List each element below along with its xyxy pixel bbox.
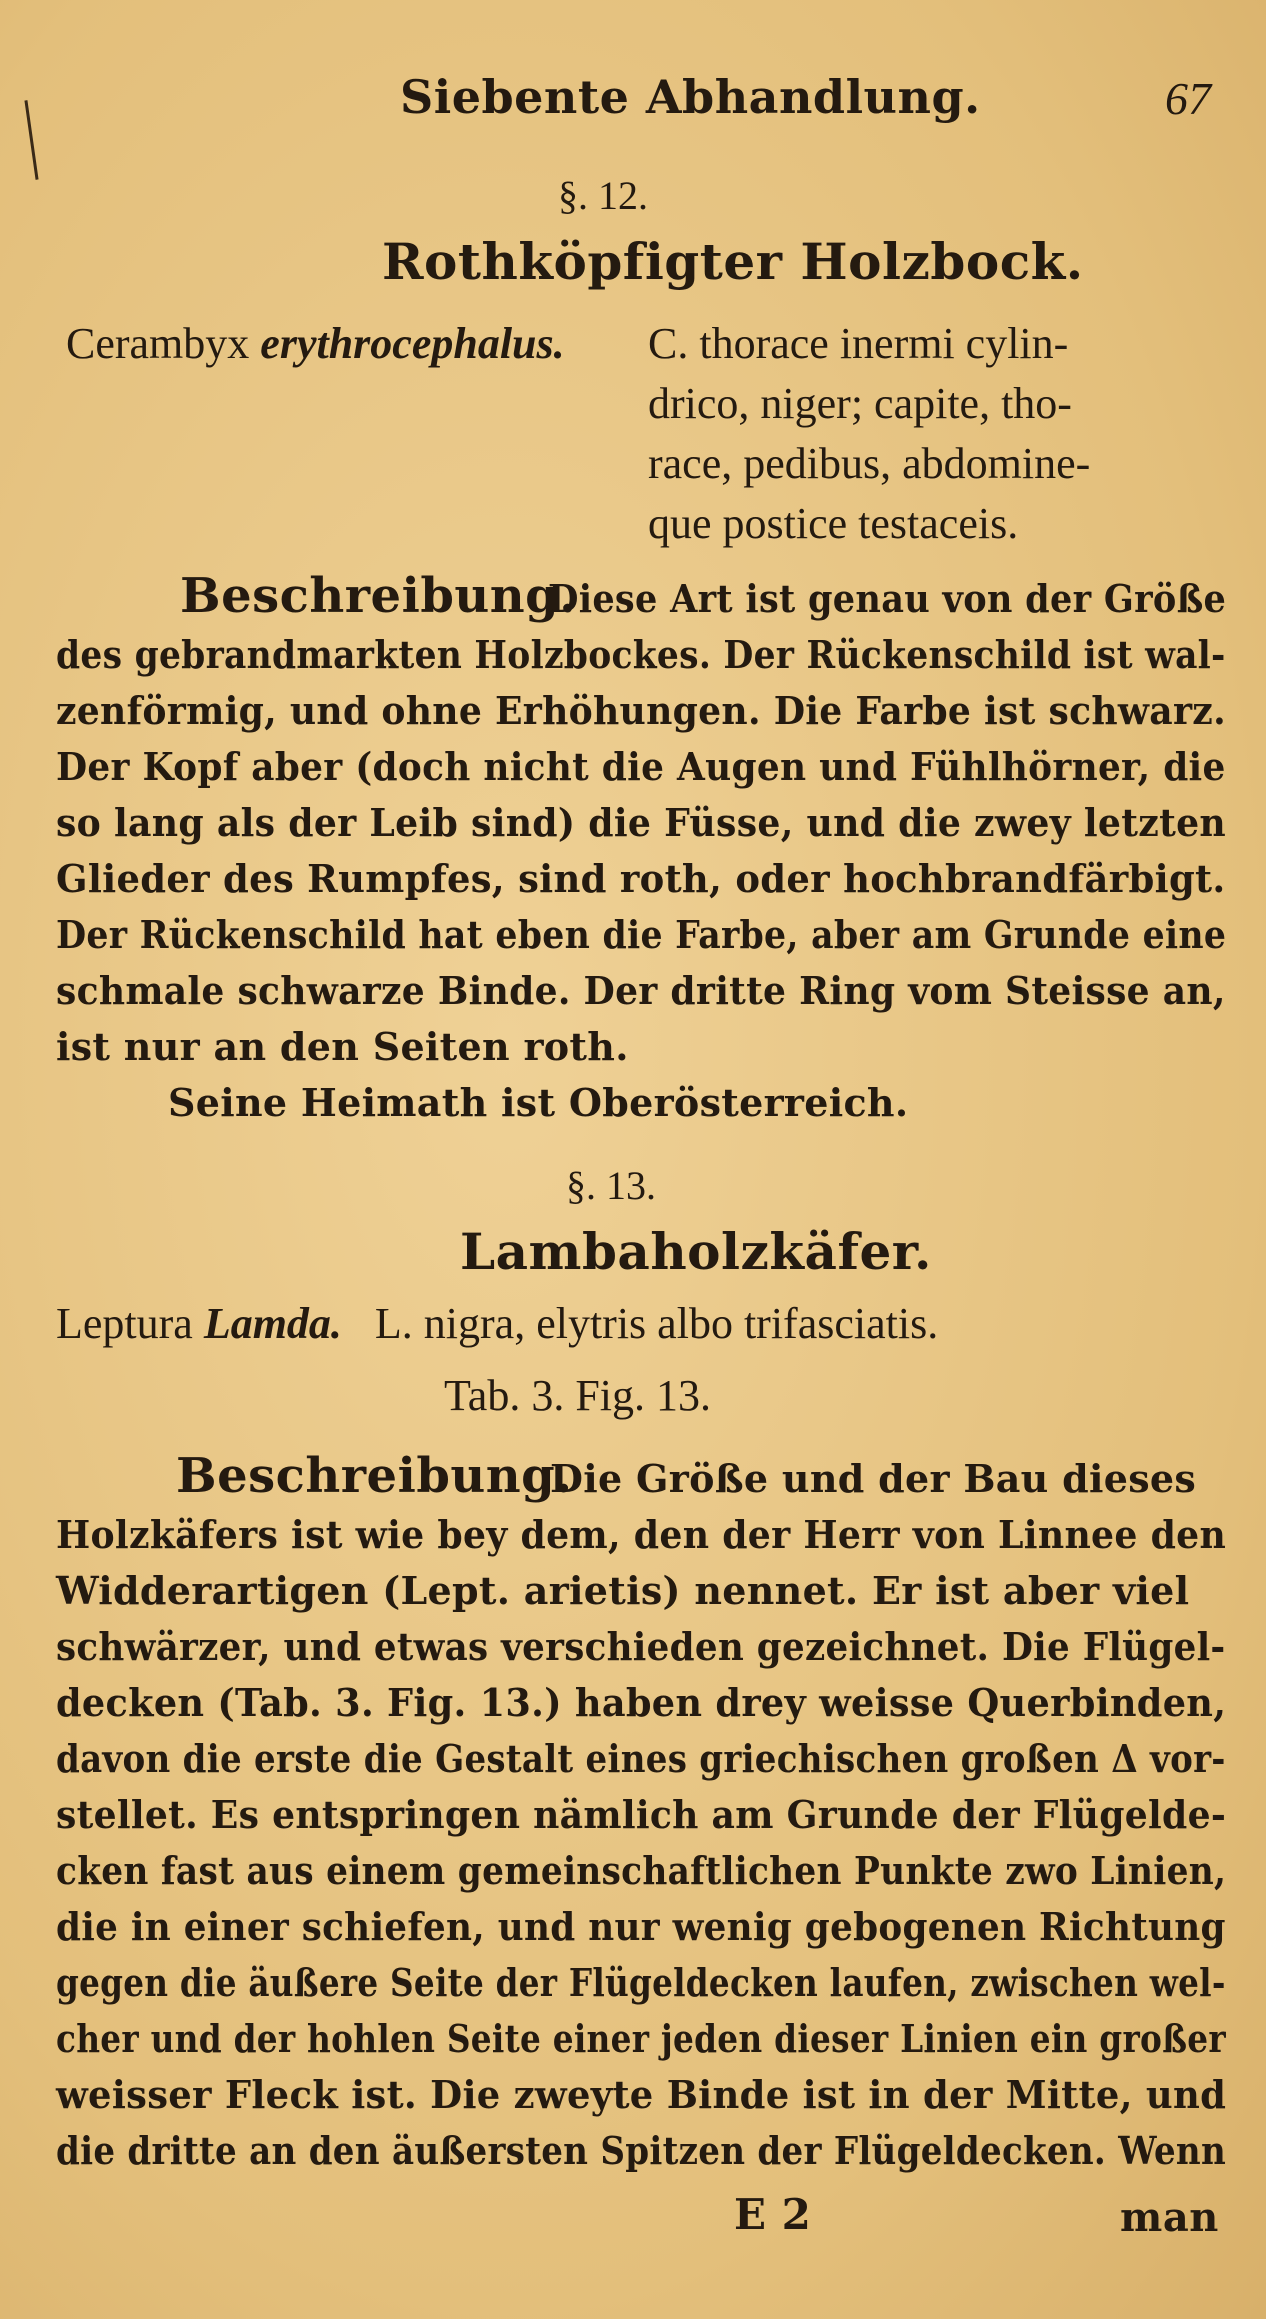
section-12-title: Rothköpfigter Holzbock. bbox=[382, 232, 1084, 291]
species-name: Lamda. bbox=[203, 1299, 342, 1348]
description-line: zenförmig, und ohne Erhöhungen. Die Farbe ist schwarz. bbox=[56, 688, 1226, 733]
description-line: des gebrandmarkten Holzbockes. Der Rückenschild ist wal- bbox=[56, 632, 1226, 677]
description-line: so lang als der Leib sind) die Füsse, und die zwey letzten bbox=[56, 800, 1227, 845]
description-line: Diese Art ist genau von der Größe bbox=[548, 576, 1227, 621]
section-13-title: Lambaholzkäfer. bbox=[460, 1222, 932, 1281]
description-line: Der Rückenschild hat eben die Farbe, aber am Grunde eine bbox=[56, 912, 1227, 957]
margin-mark bbox=[24, 100, 38, 180]
description-line: decken (Tab. 3. Fig. 13.) haben drey weisse Querbinden, bbox=[56, 1680, 1227, 1725]
diagnosis-line: C. thorace inermi cylin- bbox=[648, 319, 1069, 368]
description-line: cher und der hohlen Seite einer jeden dieser Linien ein großer bbox=[56, 2016, 1226, 2061]
species-name: erythrocephalus. bbox=[260, 319, 565, 368]
section-13-latin-line bbox=[56, 1298, 938, 1349]
genus-name: Leptura bbox=[56, 1299, 193, 1348]
description-line: davon die erste die Gestalt eines griechischen großen Δ vor- bbox=[56, 1736, 1226, 1781]
signature-mark: E 2 bbox=[734, 2190, 812, 2239]
home-line: Seine Heimath ist Oberösterreich. bbox=[168, 1080, 909, 1125]
section-13-description-lead: Beschreibung. bbox=[176, 1448, 573, 1504]
description-line: gegen die äußere Seite der Flügeldecken laufen, zwischen wel- bbox=[56, 1960, 1226, 2005]
genus-name: Cerambyx bbox=[66, 319, 250, 368]
description-line: Holzkäfers ist wie bey dem, den der Herr von Linnee den bbox=[56, 1512, 1227, 1557]
diagnosis-text: L. nigra, elytris albo trifasciatis. bbox=[374, 1299, 939, 1348]
page-number: 67 bbox=[1165, 73, 1211, 124]
section-12-number: §. 12. bbox=[558, 173, 648, 218]
section-12-latin-name bbox=[66, 318, 565, 369]
description-line: cken fast aus einem gemeinschaftlichen Punkte zwo Linien, bbox=[56, 1848, 1227, 1893]
description-line: Glieder des Rumpfes, sind roth, oder hochbrandfärbigt. bbox=[56, 856, 1226, 901]
description-line: weisser Fleck ist. Die zweyte Binde ist in der Mitte, und bbox=[56, 2072, 1227, 2117]
description-line: schwärzer, und etwas verschieden gezeichnet. Die Flügel- bbox=[56, 1624, 1226, 1669]
description-line: die dritte an den äußersten Spitzen der Flügeldecken. Wenn bbox=[56, 2128, 1227, 2173]
diagnosis-line: que postice testaceis. bbox=[648, 499, 1019, 548]
diagnosis-line: race, pedibus, abdomine- bbox=[648, 439, 1091, 488]
description-line: ist nur an den Seiten roth. bbox=[56, 1024, 629, 1069]
section-12-description-lead: Beschreibung. bbox=[180, 568, 577, 624]
catchword: man bbox=[1120, 2194, 1219, 2241]
description-line: Die Größe und der Bau dieses bbox=[550, 1456, 1197, 1501]
running-title: Siebente Abhandlung. bbox=[400, 70, 981, 124]
diagnosis-line: drico, niger; capite, tho- bbox=[648, 379, 1072, 428]
description-line: die in einer schiefen, und nur wenig gebogenen Richtung bbox=[56, 1904, 1226, 1949]
description-line: stellet. Es entspringen nämlich am Grunde der Flügelde- bbox=[56, 1792, 1227, 1837]
plate-reference: Tab. 3. Fig. 13. bbox=[444, 1371, 712, 1420]
description-line: schmale schwarze Binde. Der dritte Ring vom Steisse an, bbox=[56, 968, 1226, 1013]
section-13-number: §. 13. bbox=[566, 1163, 656, 1208]
description-line: Widderartigen (Lept. arietis) nennet. Er ist aber viel bbox=[56, 1568, 1190, 1613]
description-line: Der Kopf aber (doch nicht die Augen und Fühlhörner, die bbox=[56, 744, 1226, 789]
